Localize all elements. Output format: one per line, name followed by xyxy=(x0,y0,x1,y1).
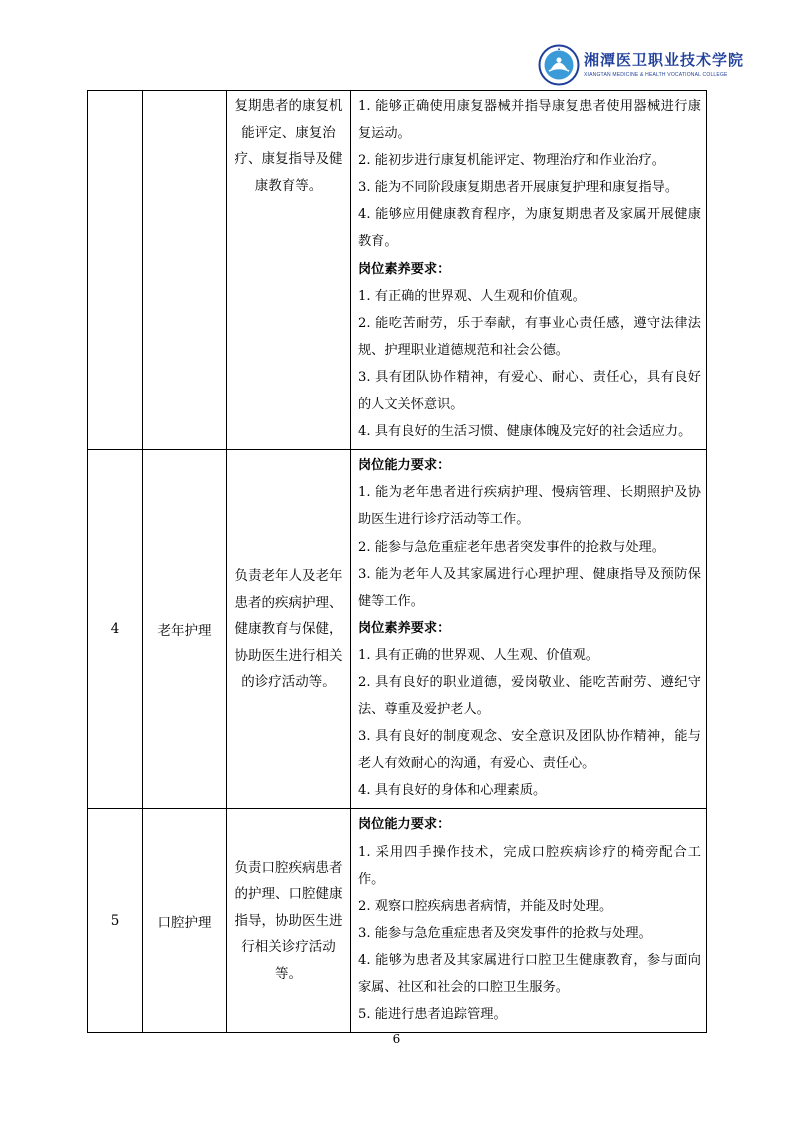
requirement-line: 3. 能为不同阶段康复期患者开展康复护理和康复指导。 xyxy=(358,180,679,196)
requirement-line: 2. 具有良好的职业道德，爱岗敬业、能吃苦耐劳、遵纪守法、尊重及爱护老人。 xyxy=(358,674,701,718)
requirement-line: 1. 能为老年患者进行疾病护理、慢病管理、长期照护及协助医生进行诊疗活动等工作。 xyxy=(358,485,701,528)
post-name-cell: 老年护理 xyxy=(143,450,227,809)
requirements-cell xyxy=(351,450,707,809)
section-title: 岗位素养要求： xyxy=(358,261,451,277)
section-title: 岗位能力要求： xyxy=(358,458,451,474)
row-number-cell: 4 xyxy=(88,450,143,809)
requirement-line: 4. 能够应用健康教育程序，为康复期患者及家属开展健康教育。 xyxy=(358,207,701,250)
requirement-line: 1. 采用四手操作技术，完成口腔疾病诊疗的椅旁配合工作。 xyxy=(358,844,701,887)
requirement-line: 4. 具有良好的生活习惯、健康体魄及完好的社会适应力。 xyxy=(358,424,692,440)
requirement-line: 1. 能够正确使用康复器械并指导康复患者使用器械进行康复运动。 xyxy=(358,99,701,142)
requirements-cell xyxy=(351,809,707,1033)
post-description-cell: 负责口腔疾病患者的护理、口腔健康指导，协助医生进行相关诊疗活动等。 xyxy=(227,809,351,1033)
requirement-line: 2. 能吃苦耐劳，乐于奉献，有事业心责任感，遵守法律法规、护理职业道德规范和社会公德。 xyxy=(358,315,701,358)
requirement-line: 1. 有正确的世界观、人生观和价值观。 xyxy=(358,288,586,304)
requirement-line: 4. 能够为患者及其家属进行口腔卫生健康教育，参与面向家属、社区和社会的口腔卫生服务。 xyxy=(358,952,701,995)
college-emblem-icon xyxy=(538,44,580,86)
section-title: 岗位能力要求： xyxy=(358,817,451,833)
college-name-block xyxy=(584,49,745,78)
requirement-line: 2. 能参与急危重症老年患者突发事件的抢救与处理。 xyxy=(358,539,665,555)
table-row xyxy=(88,91,707,450)
college-name-en: XIANGTAN MEDICINE & HEALTH VOCATIONAL COLLEGE xyxy=(584,72,728,78)
post-name-cell: 口腔护理 xyxy=(143,809,227,1033)
requirement-line: 1. 具有正确的世界观、人生观、价值观。 xyxy=(358,647,599,663)
post-name-cell xyxy=(143,91,227,450)
college-name-cn: 湘潭医卫职业技术学院 xyxy=(584,51,745,69)
section-title: 岗位素养要求： xyxy=(358,620,451,636)
college-logo xyxy=(538,44,745,88)
table-row xyxy=(88,450,707,809)
requirement-line: 3. 具有良好的制度观念、安全意识及团队协作精神，能与老人有效耐心的沟通，有爱心、责任心。 xyxy=(358,729,701,772)
row-number-cell xyxy=(88,91,143,450)
post-description-cell: 负责老年人及老年患者的疾病护理、健康教育与保健，协助医生进行相关的诊疗活动等。 xyxy=(227,450,351,809)
requirement-line: 3. 具有团队协作精神，有爱心、耐心、责任心，具有良好的人文关怀意识。 xyxy=(358,369,701,413)
post-description-cell: 复期患者的康复机能评定、康复治疗、康复指导及健康教育等。 xyxy=(227,91,351,450)
requirement-line: 5. 能进行患者追踪管理。 xyxy=(358,1007,507,1023)
requirement-line: 3. 能参与急危重症患者及突发事件的抢救与处理。 xyxy=(358,925,652,941)
job-requirements-table xyxy=(87,90,707,1033)
page-number: 6 xyxy=(392,1032,401,1046)
table-row xyxy=(88,809,707,1033)
requirement-line: 4. 具有良好的身体和心理素质。 xyxy=(358,783,547,799)
requirement-line: 3. 能为老年人及其家属进行心理护理、健康指导及预防保健等工作。 xyxy=(358,566,701,609)
requirement-line: 2. 能初步进行康复机能评定、物理治疗和作业治疗。 xyxy=(358,153,665,169)
row-number-cell: 5 xyxy=(88,809,143,1033)
requirement-line: 2. 观察口腔疾病患者病情，并能及时处理。 xyxy=(358,898,613,914)
requirements-cell xyxy=(351,91,707,450)
